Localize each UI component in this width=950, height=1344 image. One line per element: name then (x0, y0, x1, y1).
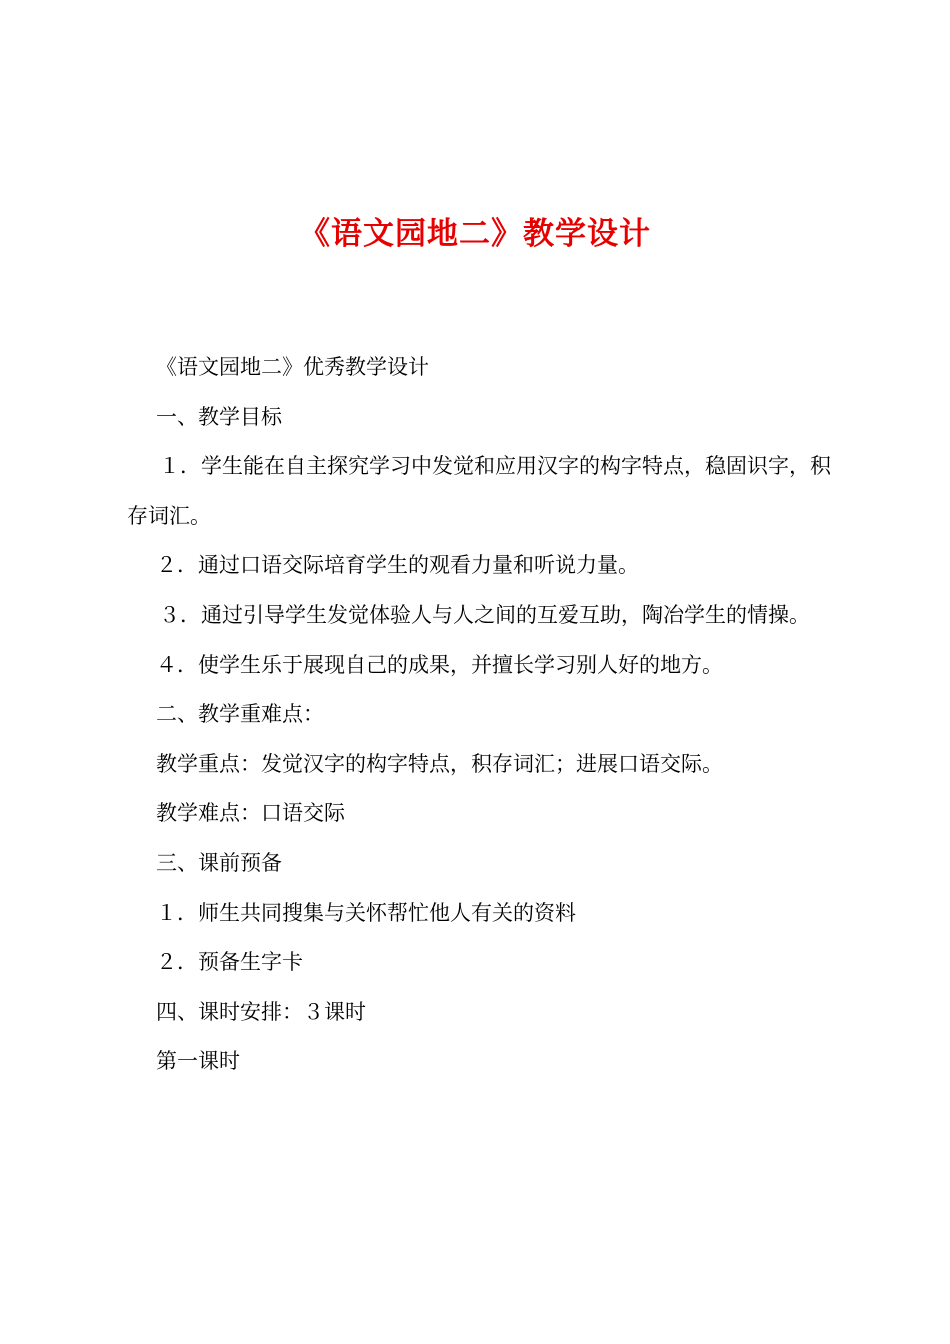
subtitle-paragraph: 《语文园地二》优秀教学设计 (156, 355, 429, 379)
section-heading-objectives: 一、教学目标 (156, 404, 282, 429)
lesson-heading: 第一课时 (156, 1049, 240, 1074)
preparation-item-1: １．师生共同搜集与关怀帮忙他人有关的资料 (156, 900, 576, 925)
section-heading-key-points: 二、教学重难点： (156, 702, 324, 727)
document-body (127, 343, 837, 1087)
objective-item-3: ３．通过引导学生发觉体验人与人之间的互爱互助，陶冶学生的情操。 (159, 602, 810, 627)
key-point-paragraph: 教学重点：发觉汉字的构字特点，积存词汇；进展口语交际。 (156, 751, 723, 776)
document-title: 《语文园地二》教学设计 (299, 216, 651, 252)
section-heading-preparation: 三、课前预备 (156, 850, 282, 875)
section-heading-schedule: 四、课时安排：３课时 (156, 999, 366, 1024)
objective-item-2: ２．通过口语交际培育学生的观看力量和听说力量。 (156, 553, 639, 578)
preparation-item-2: ２．预备生字卡 (156, 950, 303, 975)
objective-item-1: １．学生能在自主探究学习中发觉和应用汉字的构字特点，稳固识字，积存词汇。 (127, 454, 831, 528)
objective-item-4: ４．使学生乐于展现自己的成果，并擅长学习别人好的地方。 (156, 652, 723, 677)
difficulty-paragraph: 教学难点：口语交际 (156, 801, 345, 826)
